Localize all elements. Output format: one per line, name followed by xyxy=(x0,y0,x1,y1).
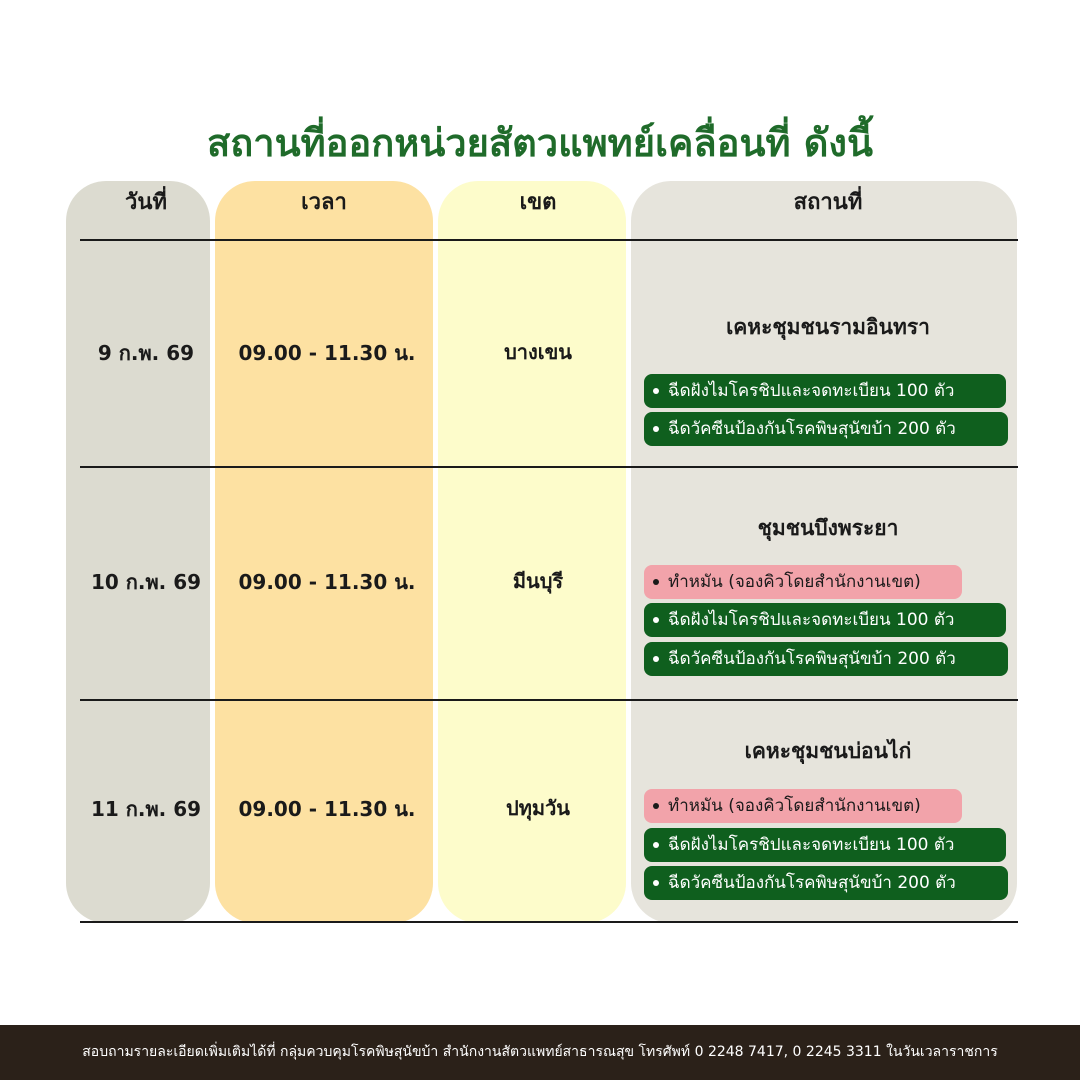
time-cell: 09.00 - 11.30 น. xyxy=(238,570,416,594)
row-divider xyxy=(80,466,1018,468)
service-tag: ฉีดวัคซีนป้องกันโรคพิษสุนัขบ้า 200 ตัว xyxy=(644,866,1008,900)
header-date: วันที่ xyxy=(125,190,167,215)
district-cell: ปทุมวัน xyxy=(506,796,570,820)
header-district: เขต xyxy=(519,190,557,215)
date-cell: 10 ก.พ. 69 xyxy=(90,570,202,594)
place-name: ชุมชนบึงพระยา xyxy=(757,516,899,540)
place-name: เคหะชุมชนรามอินทรา xyxy=(726,315,930,339)
date-cell: 9 ก.พ. 69 xyxy=(97,341,195,365)
service-tag: ฉีดฝังไมโครชิปและจดทะเบียน 100 ตัว xyxy=(644,603,1006,637)
table-bottom-rule xyxy=(80,921,1018,923)
header-place: สถานที่ xyxy=(793,190,863,215)
service-tag: ฉีดวัคซีนป้องกันโรคพิษสุนัขบ้า 200 ตัว xyxy=(644,642,1008,676)
header-divider xyxy=(80,239,1018,241)
header-time: เวลา xyxy=(301,190,347,215)
sterilization-tag: ทำหมัน (จองคิวโดยสำนักงานเขต) xyxy=(644,789,962,823)
district-cell: มีนบุรี xyxy=(512,569,564,593)
page-title: สถานที่ออกหน่วยสัตวแพทย์เคลื่อนที่ ดังนี้ xyxy=(207,121,873,165)
time-cell: 09.00 - 11.30 น. xyxy=(238,797,416,821)
service-tag: ฉีดฝังไมโครชิปและจดทะเบียน 100 ตัว xyxy=(644,828,1006,862)
date-cell: 11 ก.พ. 69 xyxy=(90,797,202,821)
time-cell: 09.00 - 11.30 น. xyxy=(238,341,416,365)
service-tag: ฉีดฝังไมโครชิปและจดทะเบียน 100 ตัว xyxy=(644,374,1006,408)
service-tag: ฉีดวัคซีนป้องกันโรคพิษสุนัขบ้า 200 ตัว xyxy=(644,412,1008,446)
district-cell: บางเขน xyxy=(504,340,572,364)
contact-footer: สอบถามรายละเอียดเพิ่มเติมได้ที่ กลุ่มควบคุมโรคพิษสุนัขบ้า สำนักงานสัตวแพทย์สาธารณสุข โทรศัพท์ 0 2248 7417, 0 2245 3311 ในวันเวลาราชการ xyxy=(0,1025,1080,1080)
place-name: เคหะชุมชนบ่อนไก่ xyxy=(744,739,912,763)
sterilization-tag: ทำหมัน (จองคิวโดยสำนักงานเขต) xyxy=(644,565,962,599)
row-divider xyxy=(80,699,1018,701)
